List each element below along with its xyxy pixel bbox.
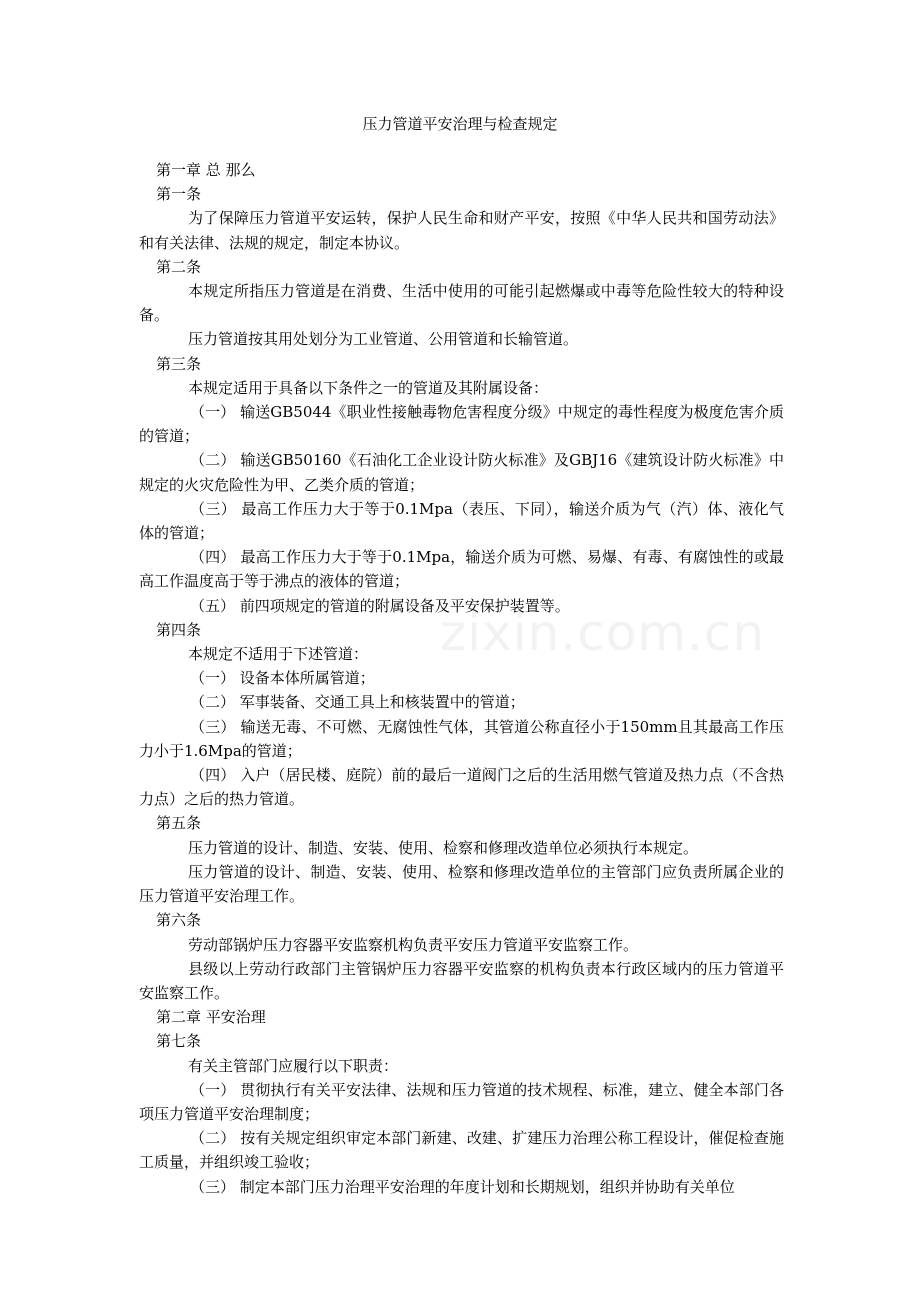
section-heading: 第三条 <box>156 354 202 373</box>
paragraph: 县级以上劳动行政部门主管锅炉压力容器平安监察的机构负责本行政区域内的压力管道平安监察工作。 <box>139 959 784 1002</box>
list-item: （二） 军事装备、交通工具上和核装置中的管道； <box>190 693 525 712</box>
section-heading: 第一条 <box>156 185 202 204</box>
section-heading: 第六条 <box>156 911 202 930</box>
list-item: （三） 最高工作压力大于等于0.1Mpa（表压、下同），输送介质为气（汽）体、液化气体的管道； <box>139 499 784 543</box>
section-heading: 第五条 <box>156 814 202 833</box>
list-item: （一） 输送GB5044《职业性接触毒物危害程度分级》中规定的毒性程度为极度危害介质的管道； <box>139 403 784 446</box>
section-heading: 第四条 <box>156 620 202 639</box>
watermark: zixin.com.cn <box>440 604 766 662</box>
document-title: 压力管道平安治理与检查规定 <box>362 115 558 133</box>
paragraph: 本规定不适用于下述管道： <box>188 645 369 664</box>
paragraph: 压力管道按其用处划分为工业管道、公用管道和长输管道。 <box>188 330 579 349</box>
list-item: （一） 设备本体所属管道； <box>190 669 375 688</box>
list-item: （三） 制定本部门压力治理平安治理的年度计划和长期规划，组织并协助有关单位 <box>190 1177 735 1196</box>
paragraph: 劳动部锅炉压力容器平安监察机构负责平安压力管道平安监察工作。 <box>188 935 639 954</box>
paragraph: 本规定适用于具备以下条件之一的管道及其附属设备： <box>188 378 549 397</box>
list-item: （二） 按有关规定组织审定本部门新建、改建、扩建压力治理公称工程设计，催促检查施工质量，并组织竣工验收； <box>139 1129 784 1172</box>
paragraph: 压力管道的设计、制造、安装、使用、检察和修理改造单位的主管部门应负责所属企业的压力管道平安治理工作。 <box>139 862 784 906</box>
list-item: （五） 前四项规定的管道的附属设备及平安保护装置等。 <box>190 596 570 615</box>
list-item: （四） 最高工作压力大于等于0.1Mpa，输送介质为可燃、易爆、有毒、有腐蚀性的或最高工作温度高于等于沸点的液体的管道； <box>139 548 784 591</box>
document-body <box>139 158 784 1199</box>
paragraph: 本规定所指压力管道是在消费、生活中使用的可能引起燃爆或中毒等危险性较大的特种设备。 <box>139 282 784 325</box>
section-heading: 第二条 <box>156 257 202 276</box>
paragraph: 为了保障压力管道平安运转，保护人民生命和财产平安，按照《中华人民共和国劳动法》和有关法律、法规的规定，制定本协议。 <box>139 209 784 252</box>
list-item: （四） 入户（居民楼、庭院）前的最后一道阀门之后的生活用燃气管道及热力点（不含热力点）之后的热力管道。 <box>139 766 784 809</box>
paragraph: 压力管道的设计、制造、安装、使用、检察和修理改造单位必须执行本规定。 <box>188 838 699 857</box>
list-item: （一） 贯彻执行有关平安法律、法规和压力管道的技术规程、标准，建立、健全本部门各项压力管道平安治理制度； <box>139 1080 784 1123</box>
paragraph: 有关主管部门应履行以下职责： <box>188 1056 399 1075</box>
section-heading: 第一章 总 那么 <box>156 161 256 179</box>
section-heading: 第二章 平安治理 <box>156 1008 266 1027</box>
list-item: （三） 输送无毒、不可燃、无腐蚀性气体，其管道公称直径小于150mm且其最高工作压力小于1.6Mpa的管道； <box>139 717 784 760</box>
section-heading: 第七条 <box>156 1032 202 1051</box>
list-item: （二） 输送GB50160《石油化工企业设计防火标准》及GBJ16《建筑设计防火标准》中规定的火灾危险性为甲、乙类介质的管道； <box>139 451 784 494</box>
